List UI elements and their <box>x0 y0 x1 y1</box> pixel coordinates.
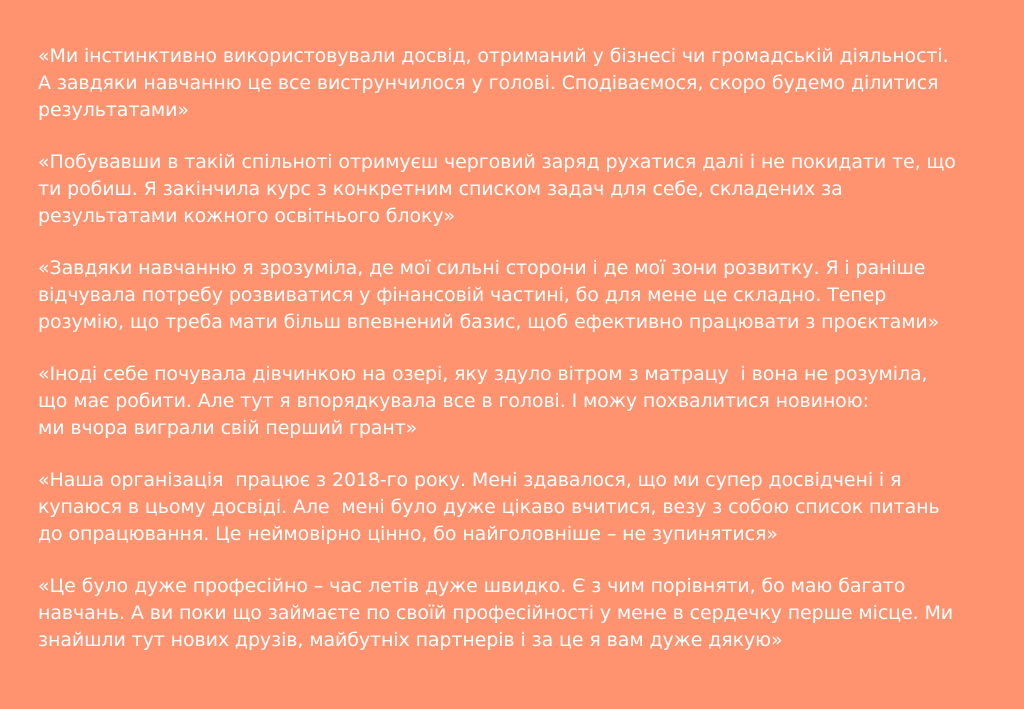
testimonial-quote <box>38 43 1004 124</box>
quote-line: результатами» <box>38 99 189 121</box>
quote-line: знайшли тут нових друзів, майбутніх партнерів і за це я вам дуже дякую» <box>38 629 783 651</box>
quote-line: купаюся в цьому досвіді. Але мені було дуже цікаво вчитися, везу з собою список питань <box>38 496 940 518</box>
testimonial-quote <box>38 573 1004 654</box>
quote-line: «Іноді себе почувала дівчинкою на озері, яку здуло вітром з матрацу і вона не розуміла, <box>38 363 928 385</box>
quote-line: ти робиш. Я закінчила курс з конкретним списком задач для себе, складених за <box>38 178 843 200</box>
quote-line: що має робити. Але тут я впорядкувала все в голові. І можу похвалитися новиною: <box>38 390 869 412</box>
quote-line: розумію, що треба мати більш впевнений базис, щоб ефективно працювати з проєктами» <box>38 311 940 333</box>
testimonial-quote <box>38 361 1004 442</box>
quote-line: «Наша організація працює з 2018-го року. Мені здавалося, що ми супер досвідчені і я <box>38 469 902 491</box>
testimonial-quote <box>38 255 1004 336</box>
testimonial-quote <box>38 467 1004 548</box>
quote-line: «Ми інстинктивно використовували досвід, отриманий у бізнесі чи громадській діяльності. <box>38 45 949 67</box>
quote-line: «Побувавши в такій спільноті отримуєш черговий заряд рухатися далі і не покидати те, що <box>38 151 956 173</box>
quote-line: ми вчора виграли свій перший грант» <box>38 417 418 439</box>
quote-line: «Завдяки навчанню я зрозуміла, де мої сильні сторони і де мої зони розвитку. Я і раніше <box>38 257 926 279</box>
testimonial-quote <box>38 149 1004 230</box>
quote-line: результатами кожного освітнього блоку» <box>38 205 456 227</box>
quote-line: відчувала потребу розвиватися у фінансовій частині, бо для мене це складно. Тепер <box>38 284 887 306</box>
quote-line: А завдяки навчанню це все виструнчилося у голові. Сподіваємося, скоро будемо ділитися <box>38 72 939 94</box>
quote-line: «Це було дуже професійно – час летів дуже швидко. Є з чим порівняти, бо маю багато <box>38 575 906 597</box>
quote-line: навчань. А ви поки що займаєте по своїй професійності у мене в сердечку перше місце. Ми <box>38 602 954 624</box>
quote-line: до опрацювання. Це неймовірно цінно, бо найголовніше – не зупинятися» <box>38 523 778 545</box>
